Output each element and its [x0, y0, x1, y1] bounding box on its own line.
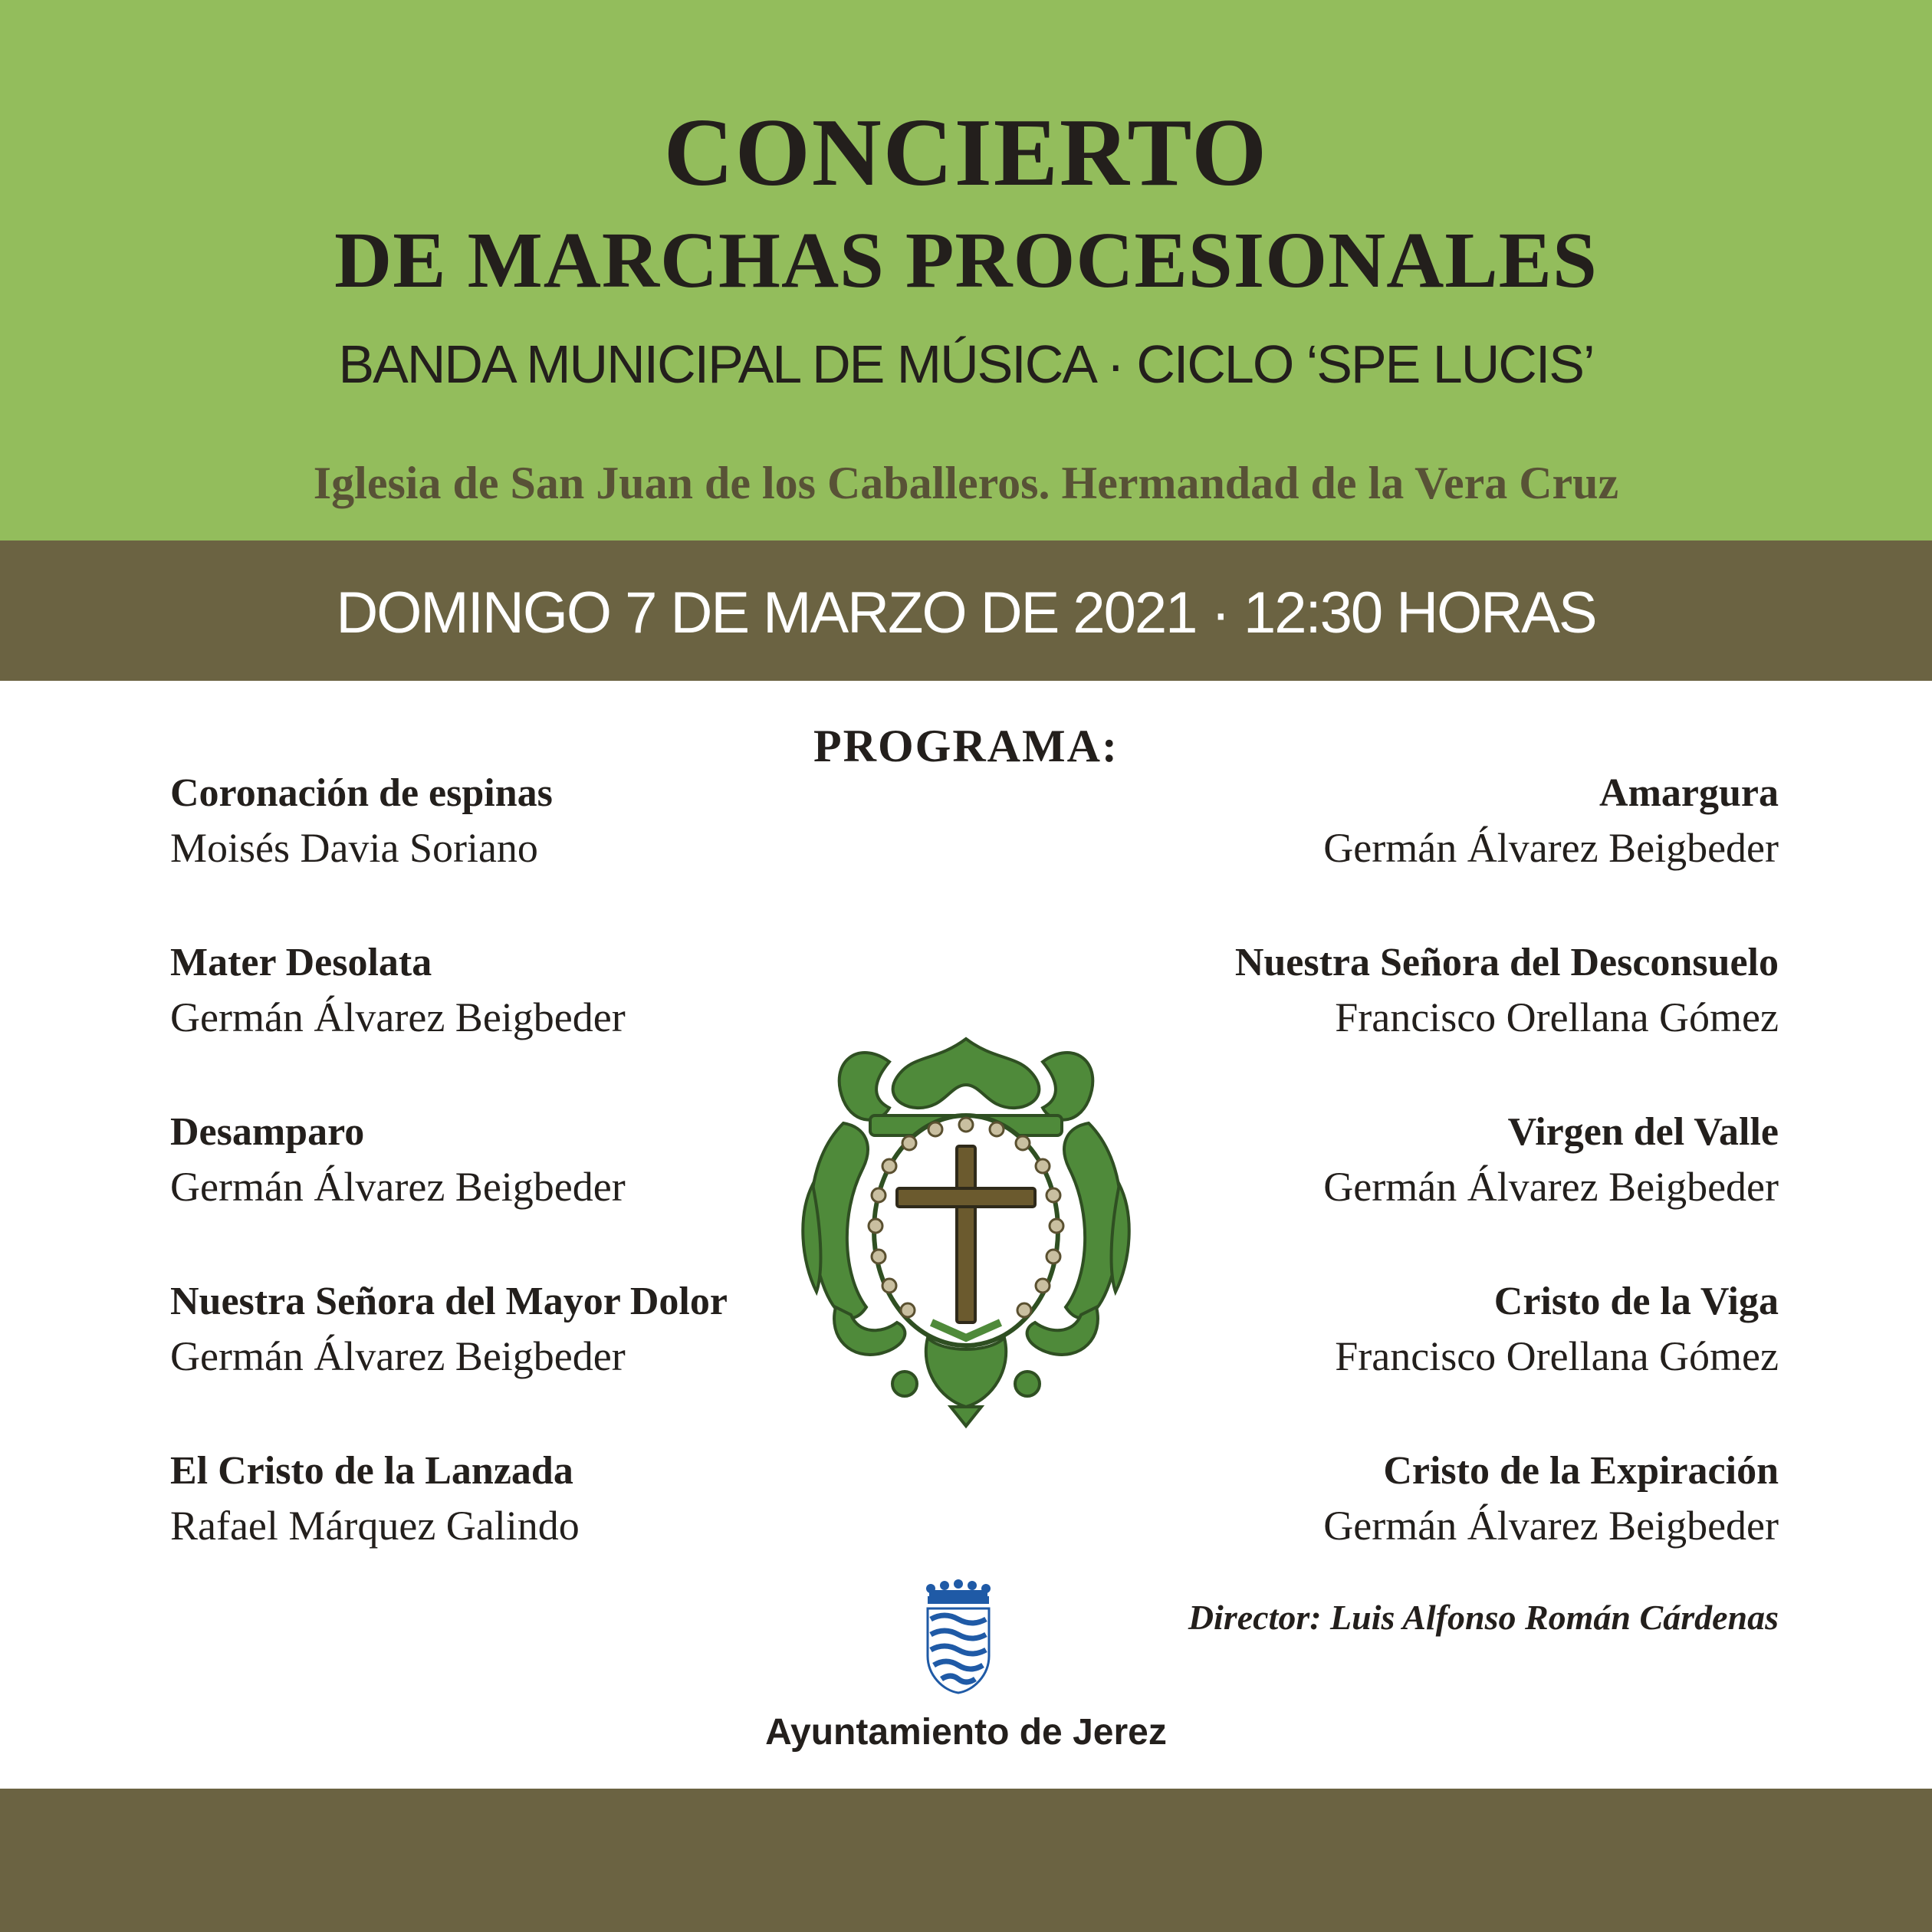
piece-title: Cristo de la Viga	[1493, 1280, 1779, 1323]
page-title: CONCIERTO	[663, 100, 1269, 206]
piece-title: Cristo de la Expiración	[1383, 1449, 1779, 1493]
city-council-name: Ayuntamiento de Jerez	[765, 1712, 1167, 1753]
program-heading: PROGRAMA:	[813, 721, 1119, 771]
piece-composer: Francisco Orellana Gómez	[1335, 994, 1779, 1040]
piece-title: El Cristo de la Lanzada	[170, 1449, 573, 1493]
piece-title: Desamparo	[170, 1110, 365, 1154]
piece-composer: Moisés Davia Soriano	[170, 825, 538, 871]
jerez-coat-of-arms-icon	[920, 1579, 997, 1694]
director-credit: Director: Luis Alfonso Román Cárdenas	[1188, 1598, 1779, 1637]
piece-title: Virgen del Valle	[1507, 1110, 1779, 1154]
band-line: BANDA MUNICIPAL DE MÚSICA · CICLO ‘SPE LUCIS’	[338, 334, 1594, 394]
piece-title: Nuestra Señora del Mayor Dolor	[170, 1280, 728, 1323]
piece-title: Mater Desolata	[170, 941, 432, 984]
piece-title: Amargura	[1599, 771, 1779, 815]
program-item	[170, 1444, 998, 1614]
piece-composer: Rafael Márquez Galindo	[170, 1503, 580, 1549]
piece-composer: Germán Álvarez Beigbeder	[1323, 1164, 1779, 1210]
piece-composer: Germán Álvarez Beigbeder	[170, 1333, 626, 1379]
piece-composer: Germán Álvarez Beigbeder	[170, 1164, 626, 1210]
page-subtitle: DE MARCHAS PROCESIONALES	[334, 216, 1598, 304]
event-date: DOMINGO 7 DE MARZO DE 2021 · 12:30 HORAS	[336, 580, 1596, 646]
piece-composer: Germán Álvarez Beigbeder	[1323, 1503, 1779, 1549]
program-item	[951, 767, 1779, 936]
piece-title: Nuestra Señora del Desconsuelo	[1234, 941, 1779, 984]
vera-cruz-emblem-icon	[797, 1031, 1135, 1430]
piece-composer: Germán Álvarez Beigbeder	[170, 994, 626, 1040]
piece-composer: Germán Álvarez Beigbeder	[1323, 825, 1779, 871]
footer-band	[0, 1789, 1932, 1932]
piece-title: Coronación de espinas	[170, 771, 553, 815]
venue: Iglesia de San Juan de los Caballeros. Hermandad de la Vera Cruz	[313, 458, 1619, 508]
program-item	[170, 767, 998, 936]
piece-composer: Francisco Orellana Gómez	[1335, 1333, 1779, 1379]
program-item	[951, 1444, 1779, 1614]
